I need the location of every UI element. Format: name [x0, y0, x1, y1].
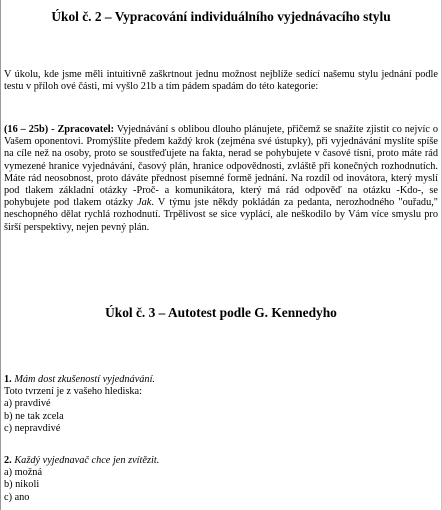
question-1	[4, 374, 438, 435]
question-1-title	[4, 374, 438, 386]
task2-intro-paragraph: V úkolu, kde jsme měli intuitivně zaškrtnout jednu možnost nejblíže sedící našemu stylu jednání podle testu v příloh ové části, mi vyšlo 21b a tím pádem spadám do této kategorie:	[4, 69, 438, 93]
question-2-option-a: a) možná	[4, 467, 43, 479]
question-1-number: 1.	[4, 374, 12, 385]
question-2-option-b: b) nikoli	[4, 479, 40, 491]
question-1-text: Mám dost zkušeností vyjednávání.	[14, 374, 156, 385]
eval-italic: Jak	[137, 197, 152, 209]
question-1-option-a: a) pravdivé	[4, 398, 51, 410]
task2-evaluation-paragraph	[4, 124, 438, 234]
question-1-option-c: c) nepravdivé	[4, 422, 61, 434]
question-2-number: 2.	[4, 455, 12, 466]
question-2-text: Každý vyjednavač chce jen zvítězit.	[14, 455, 160, 466]
question-1-prompt: Toto tvrzení je z vašeho hlediska:	[4, 386, 142, 398]
page-left-border	[0, 0, 1, 510]
question-2	[4, 455, 438, 504]
question-2-option-c: c) ano	[4, 491, 30, 503]
question-1-option-b: b) ne tak zcela	[4, 410, 64, 422]
task2-heading: Úkol č. 2 – Vypracování individuálního vyjednávacího stylu	[51, 9, 391, 24]
eval-label: - Zpracovatel:	[51, 124, 115, 135]
task3-heading: Úkol č. 3 – Autotest podle G. Kennedyho	[105, 305, 337, 320]
question-2-title	[4, 455, 438, 467]
eval-text: Vyjednávání s oblibou dlouho plánujete, přičemž se snažíte zjistit co nejvíc o Vašem oponentovi. Promýšlíte předem každý krok (zejména své ústupky), při vyjednávání myslíte spíše na cíle než na osoby, proto se soustřeďujete na fakta, nerad se pohybujete v časové tísni, proto máte rád vymezené hranice vyjednávání, časový plán, hranice odpovědnosti, zvláště při konečných rozhodnutích. Máte rád neosobnost, proto dáváte přednost písemné formě jednání. Na rozdíl od inovátora, který myslí pod tlakem základní otázky -Proč- a komunikátora, který má rád odpověď na otázku -Kdo-, se pohybujete pod tlakem otázky	[4, 124, 438, 209]
eval-tail: . V týmu jste někdy pokládán za pedanta, nerozhodného "ouřadu," neschopného dělat rychlá rozhodnutí. Trpělivost se sice vyplácí, ale neškodilo by Vám více smyslu pro širší perspektivy, nejen pevný plán.	[4, 197, 438, 233]
eval-range: (16 – 25b)	[4, 124, 49, 135]
